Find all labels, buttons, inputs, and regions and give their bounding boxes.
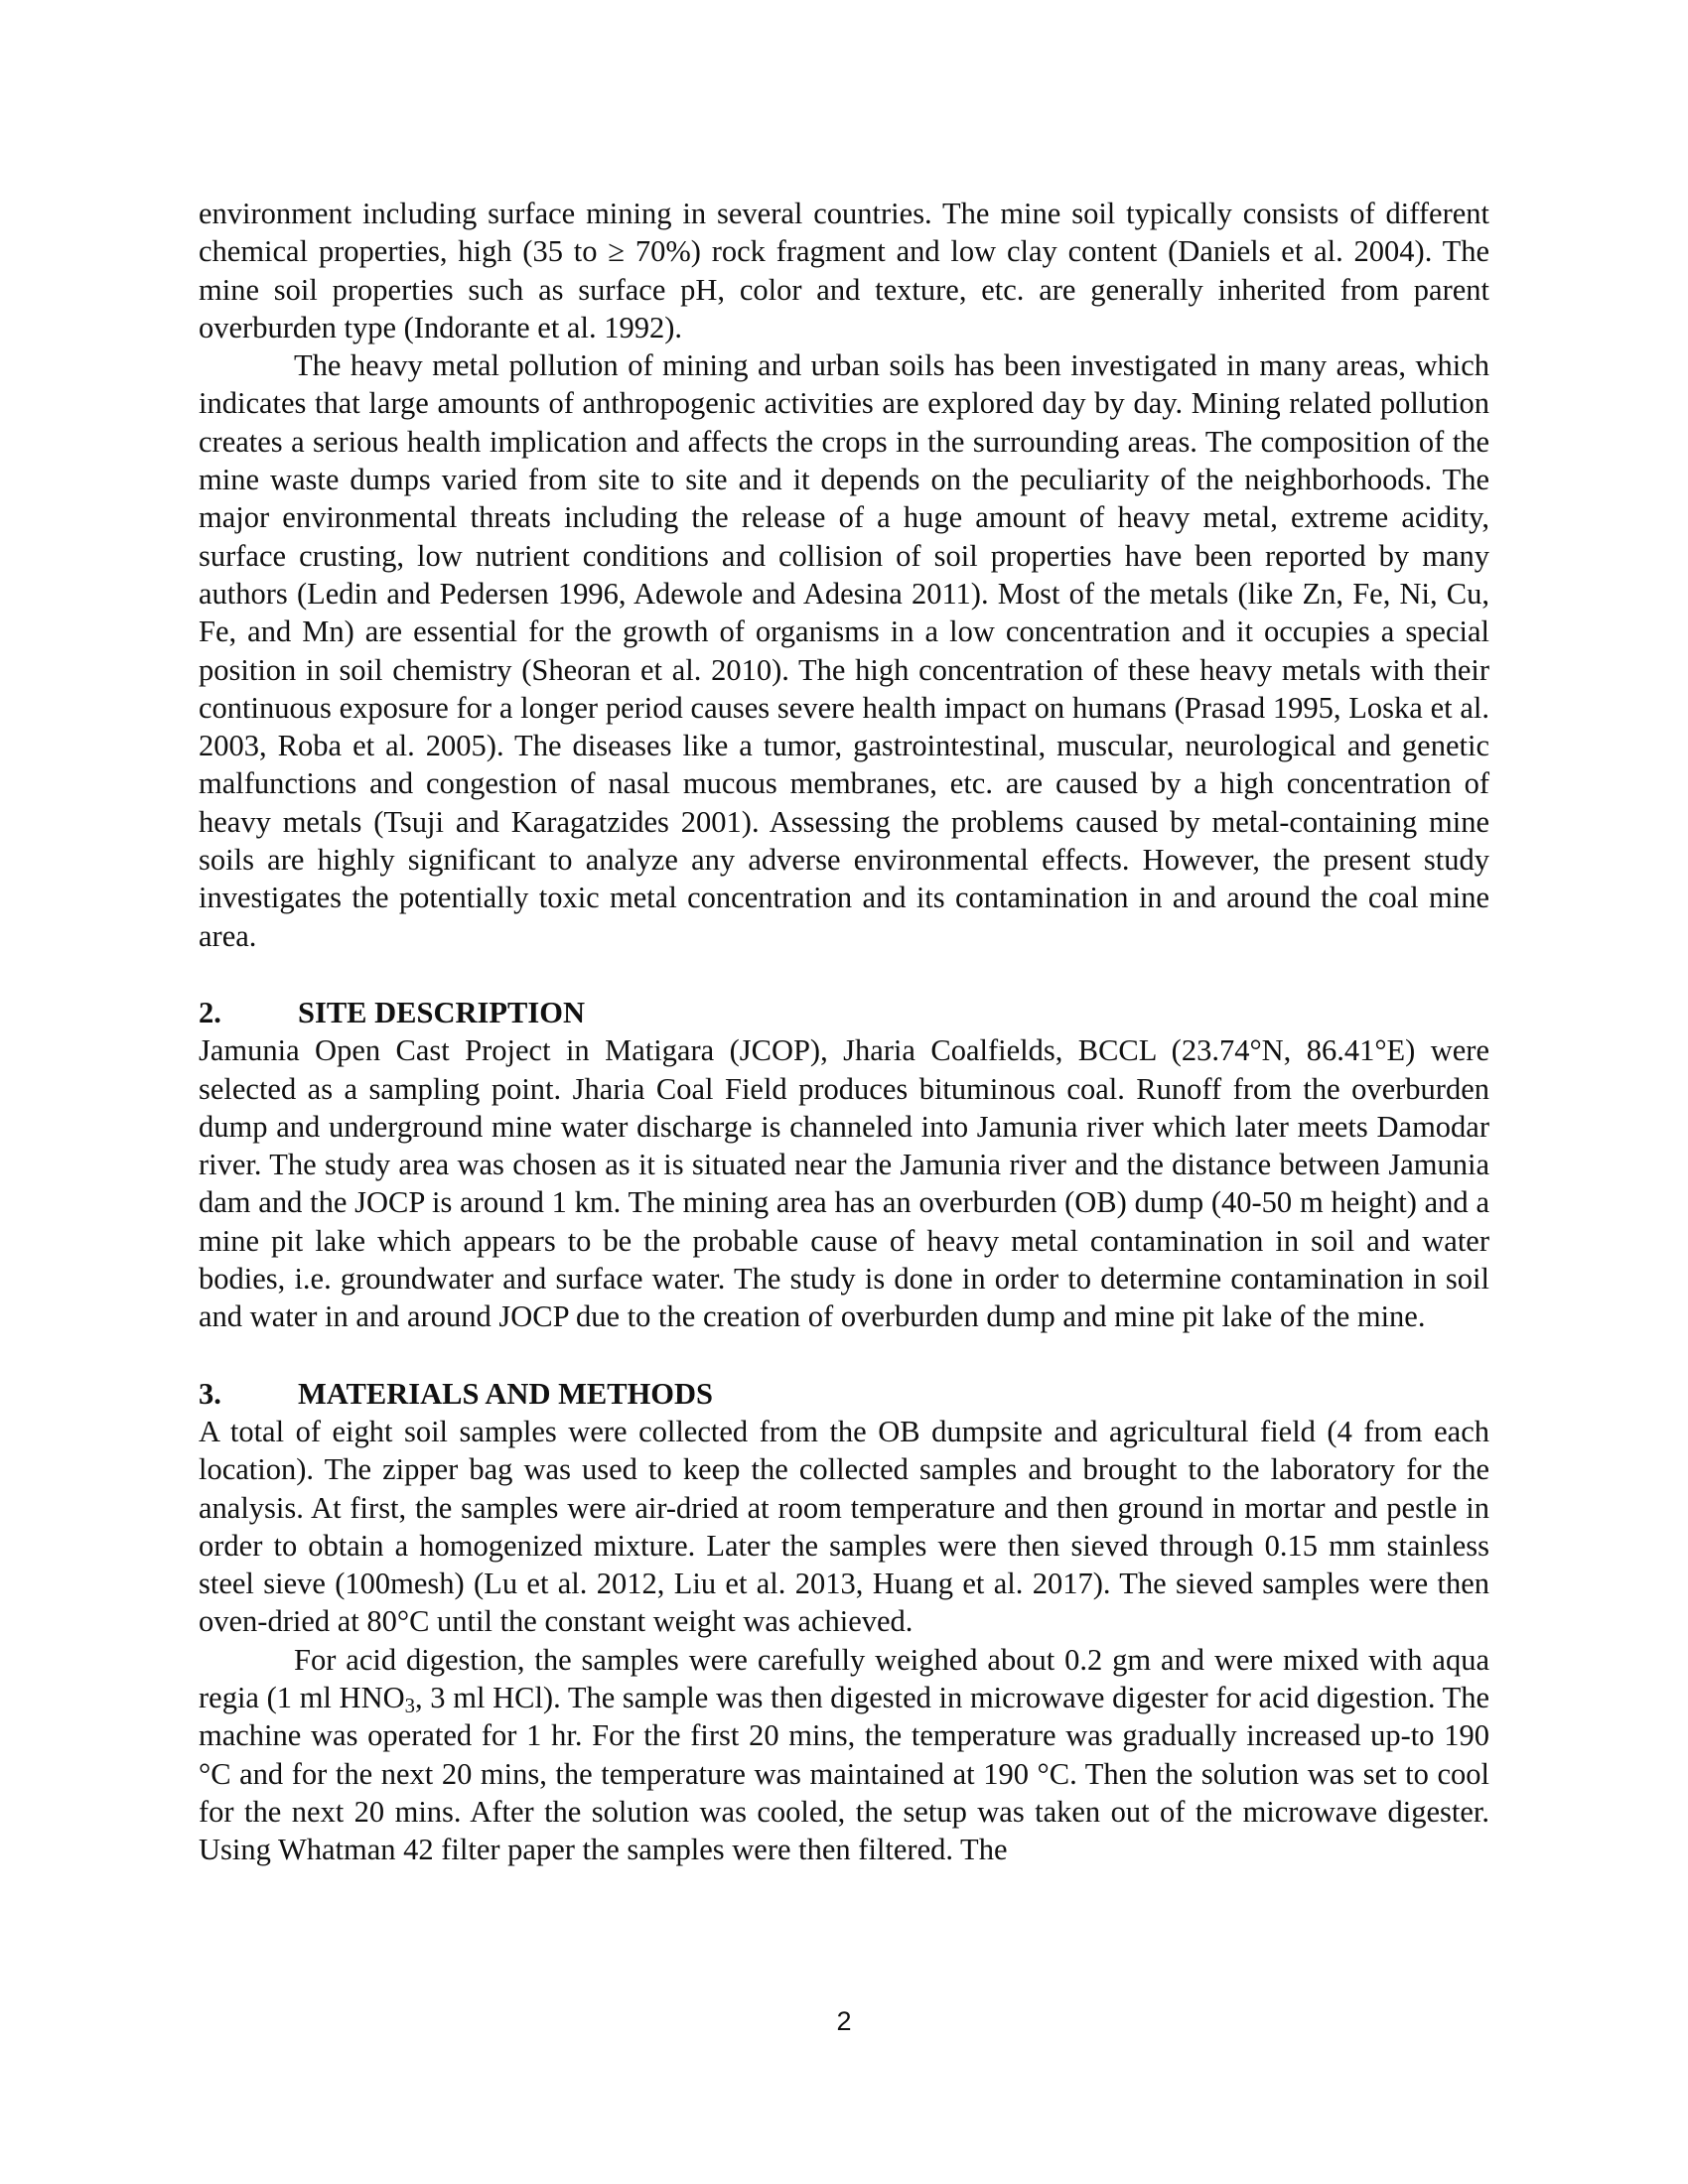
intro-paragraph-2: The heavy metal pollution of mining and urban soils has been investigated in many areas, which indicates that large amounts of anthropogenic activities are explored day by day. Mining related pollution creates a serious health implication and affects the crops in the surrounding areas. The composition of the mine waste dumps varied from site to site and it depends on the peculiarity of the neighborhoods. The major environmental threats including the release of a huge amount of heavy metal, extreme acidity, surface crusting, low nutrient conditions and collision of soil properties have been reported by many authors (Ledin and Pedersen 1996, Adewole and Adesina 2011). Most of the metals (like Zn, Fe, Ni, Cu, Fe, and Mn) are essential for the growth of organisms in a low concentration and it occupies a special position in soil chemistry (Sheoran et al. 2010). The high concentration of these heavy metals with their continuous exposure for a longer period causes severe health impact on humans (Prasad 1995, Loska et al. 2003, Roba et al. 2005). The diseases like a tumor, gastrointestinal, muscular, neurological and genetic malfunctions and congestion of nasal mucous membranes, etc. are caused by a high concentration of heavy metals (Tsuji and Karagatzides 2001). Assessing the problems caused by metal-containing mine soils are highly significant to analyze any adverse environmental effects. However, the present study investigates the potentially toxic metal concentration and its contamination in and around the coal mine area. [199,348,1489,953]
section-number: 2. [199,995,221,1029]
methods-paragraph-2: For acid digestion, the samples were carefully weighed about 0.2 gm and were mixed with aqua regia (1 ml $HNO_3$, 3 ml HCl). The sample was then digested in microwave digester for acid digestion. The machine was operated for 1 hr. For the first 20 mins, the temperature was gradually increased up-to 190 °C and for the next 20 mins, the temperature was maintained at 190 °C. Then the solution was set to cool for the next 20 mins. After the solution was cooled, the setup was taken out of the microwave digester. Using Whatman 42 filter paper the samples were then filtered. The [199,1642,1489,1867]
site-description-paragraph: Jamunia Open Cast Project in Matigara (JCOP), Jharia Coalfields, BCCL (23.74°N, 86.41°E) were selected as a sampling point. Jharia Coal Field produces bituminous coal. Runoff from the overburden dump and underground mine water discharge is channeled into Jamunia river which later meets Damodar river. The study area was chosen as it is situated near the Jamunia river and the distance between Jamunia dam and the JOCP is around 1 km. The mining area has an overburden (OB) dump (40-50 m height) and a mine pit lake which appears to be the probable cause of heavy metal contamination in soil and water bodies, i.e. groundwater and surface water. The study is done in order to determine contamination in soil and water in and around JOCP due to the creation of overburden dump and mine pit lake of the mine. [199,1033,1489,1334]
methods-paragraph-1: A total of eight soil samples were collected from the OB dumpsite and agricultural field (4 from each location). The zipper bag was used to keep the collected samples and brought to the laboratory for the analysis. At first, the samples were air-dried at room temperature and then ground in mortar and pestle in order to obtain a homogenized mixture. Later the samples were then sieved through 0.15 mm stainless steel sieve (100mesh) (Lu et al. 2012, Liu et al. 2013, Huang et al. 2017). The sieved samples were then oven-dried at 80°C until the constant weight was achieved. [199,1414,1489,1639]
page-number: 2 [836,2006,852,2036]
section-number: 3. [199,1376,221,1411]
section-heading-site-description [199,994,1489,1031]
section-title: SITE DESCRIPTION [298,995,585,1029]
section-title: MATERIALS AND METHODS [298,1376,714,1411]
page-body [199,195,1489,1868]
intro-paragraph-1: environment including surface mining in several countries. The mine soil typically consists of different chemical properties, high (35 to ≥ 70%) rock fragment and low clay content (Daniels et al. 2004). The mine soil properties such as surface pH, color and texture, etc. are generally inherited from parent overburden type (Indorante et al. 1992). [199,197,1489,344]
section-heading-materials-methods [199,1375,1489,1413]
